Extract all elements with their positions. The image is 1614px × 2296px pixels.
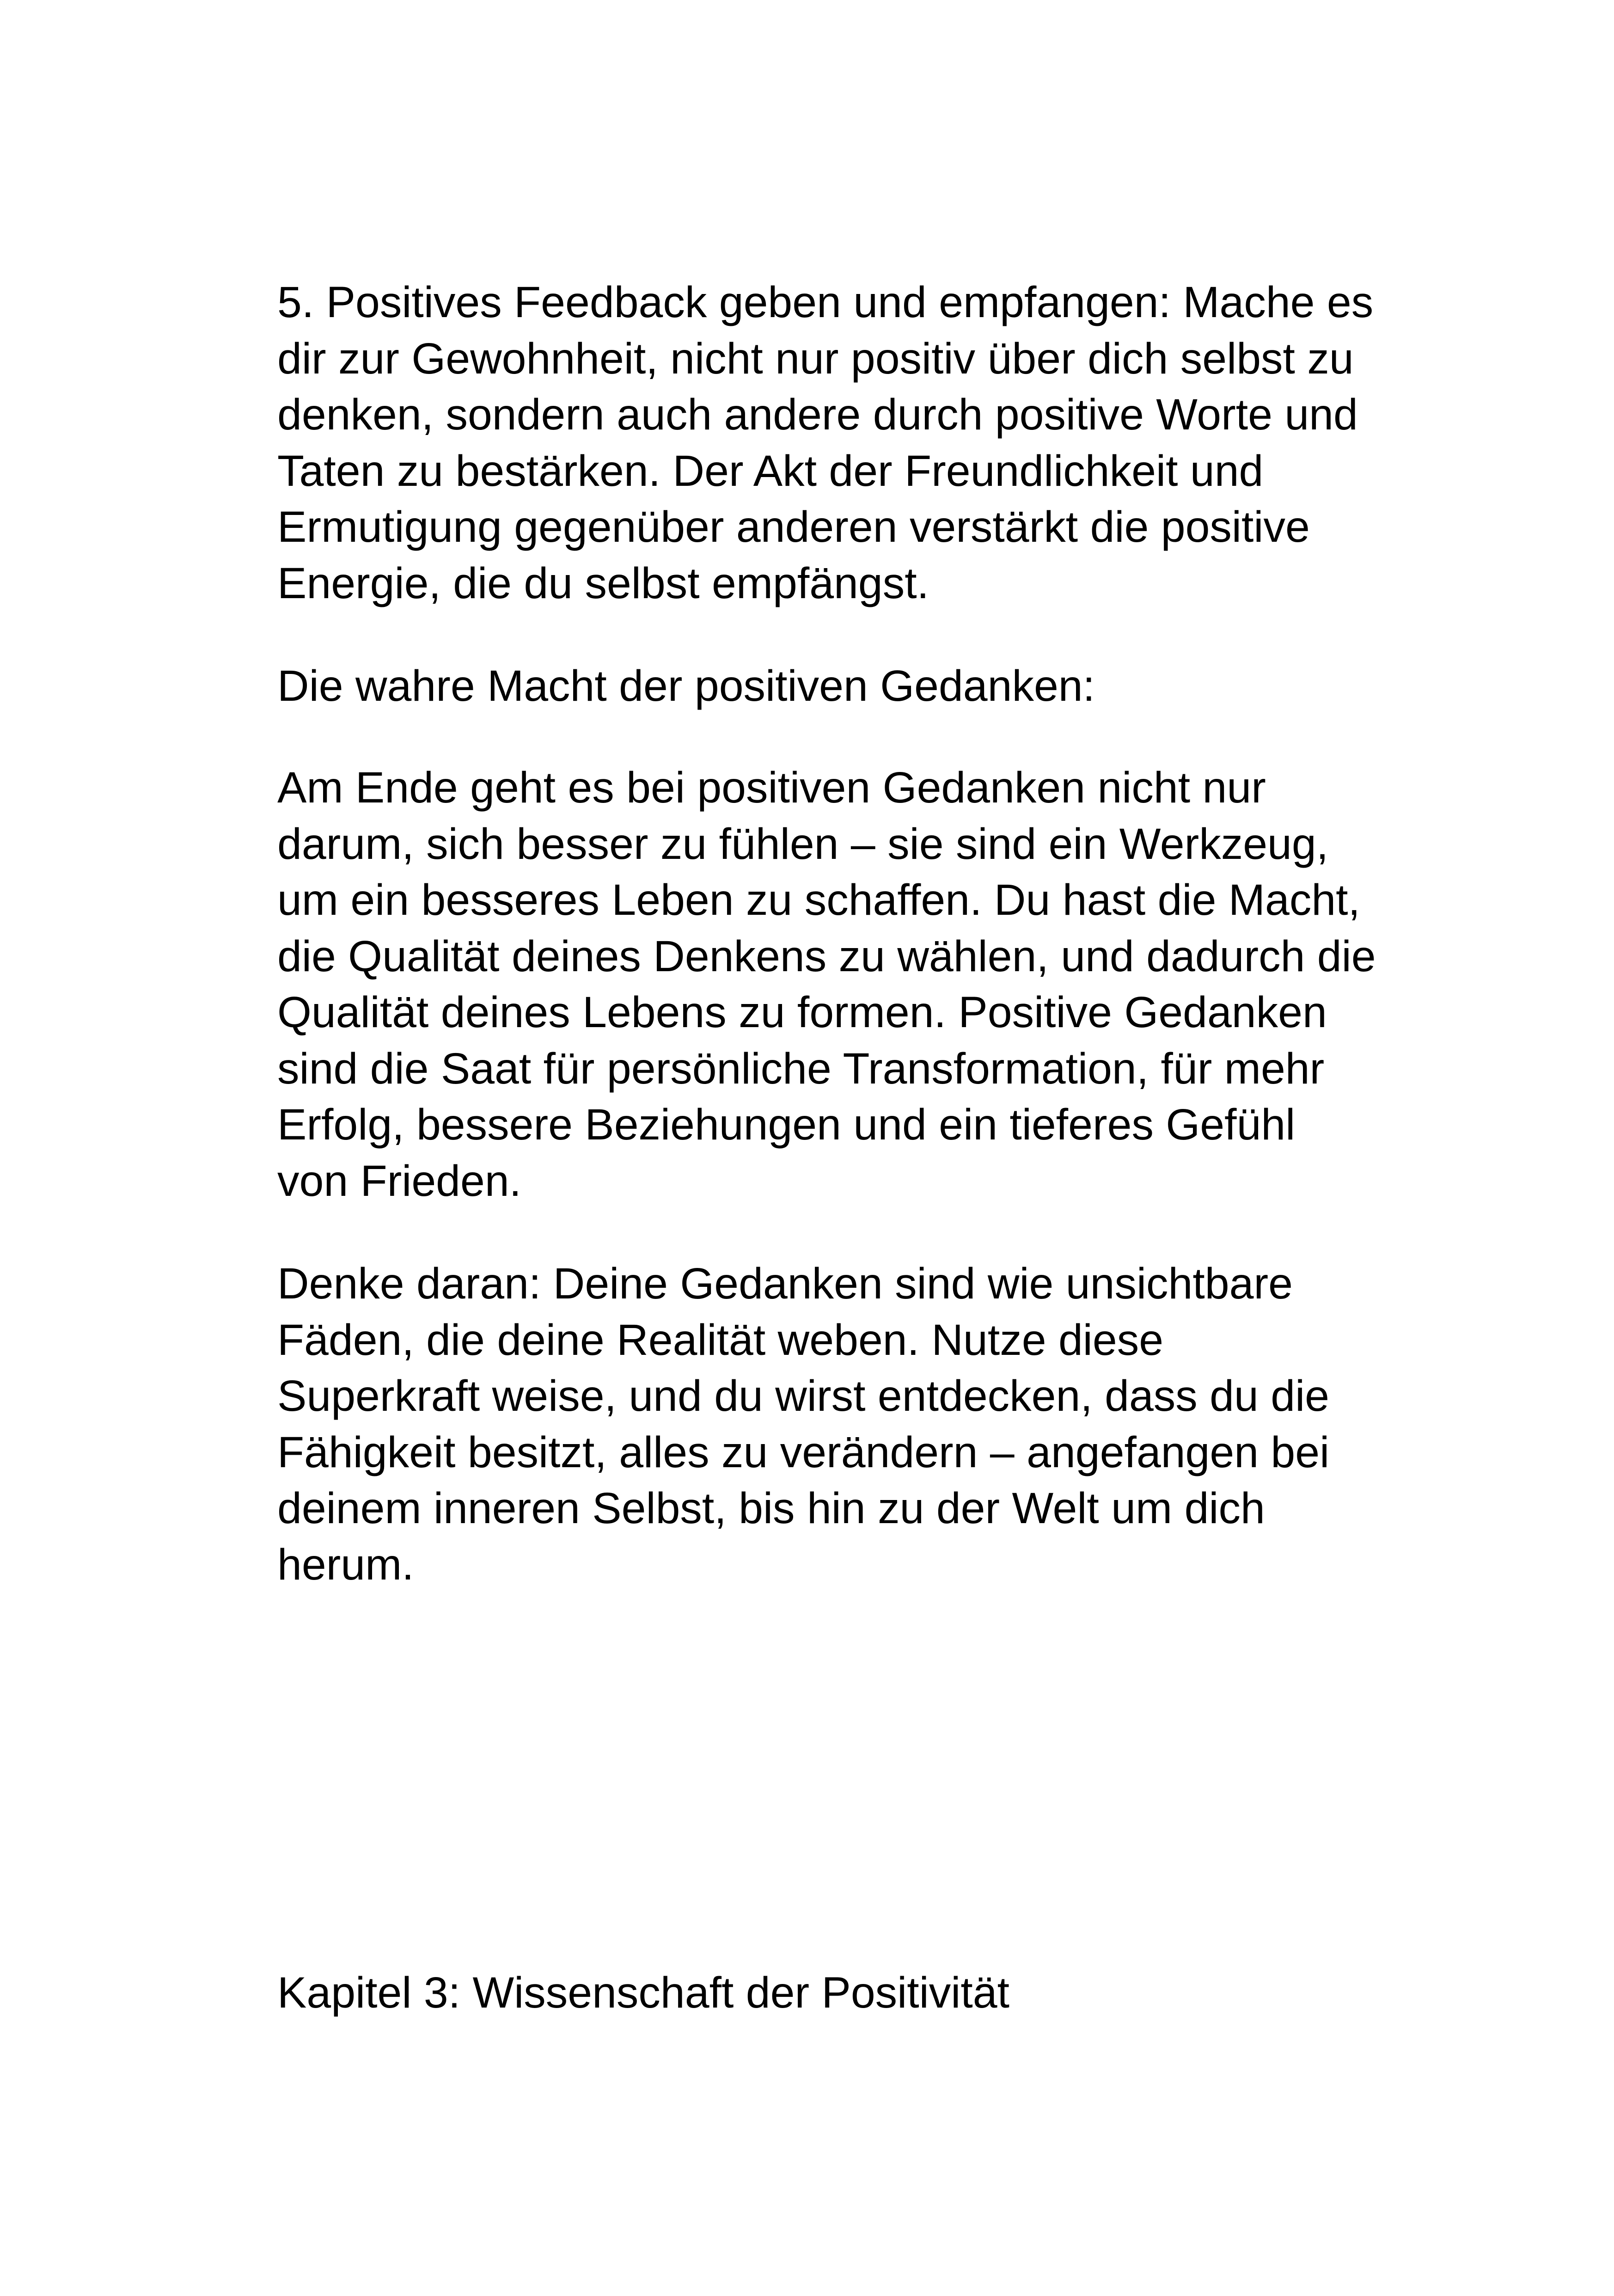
text-line: von Frieden. — [277, 1156, 522, 1206]
paragraph-remember — [277, 1256, 1368, 1593]
chapter-heading-text: Kapitel 3: Wissenschaft der Positivität — [277, 1968, 1010, 2017]
text-line: darum, sich besser zu fühlen – sie sind ein Werkzeug, — [277, 819, 1329, 869]
text-line: Qualität deines Lebens zu formen. Positive Gedanken — [277, 988, 1327, 1037]
text-line: Energie, die du selbst empfängst. — [277, 558, 929, 608]
text-line: Erfolg, bessere Beziehungen und ein tieferes Gefühl — [277, 1100, 1296, 1149]
text-line: herum. — [277, 1540, 414, 1589]
text-line: um ein besseres Leben zu schaffen. Du hast die Macht, — [277, 876, 1360, 925]
text-line: sind die Saat für persönliche Transformation, für mehr — [277, 1044, 1325, 1093]
section-heading-text: Die wahre Macht der positiven Gedanken: — [277, 661, 1095, 710]
text-line: Fäden, die deine Realität weben. Nutze diese — [277, 1315, 1164, 1365]
text-line: Superkraft weise, und du wirst entdecken, dass du die — [277, 1371, 1330, 1420]
text-line: Ermutigung gegenüber anderen verstärkt die positive — [277, 502, 1310, 551]
text-line: Fähigkeit besitzt, alles zu verändern – angefangen bei — [277, 1427, 1330, 1477]
paragraph-positive-feedback — [277, 275, 1374, 612]
text-line: die Qualität deines Denkens zu wählen, und dadurch die — [277, 931, 1376, 981]
section-heading — [277, 658, 1368, 715]
text-line: 5. Positives Feedback geben und empfangen: Mache es — [277, 278, 1374, 327]
text-line: denken, sondern auch andere durch positive Worte und — [277, 390, 1358, 439]
chapter-heading — [277, 1965, 1368, 2021]
text-line: dir zur Gewohnheit, nicht nur positiv über dich selbst zu — [277, 334, 1354, 383]
paragraph-power-of-thoughts — [277, 760, 1376, 1209]
text-line: Denke daran: Deine Gedanken sind wie unsichtbare — [277, 1259, 1293, 1308]
text-line: Taten zu bestärken. Der Akt der Freundlichkeit und — [277, 446, 1264, 496]
text-line: deinem inneren Selbst, bis hin zu der Welt um dich — [277, 1484, 1265, 1533]
text-line: Am Ende geht es bei positiven Gedanken nicht nur — [277, 763, 1266, 812]
